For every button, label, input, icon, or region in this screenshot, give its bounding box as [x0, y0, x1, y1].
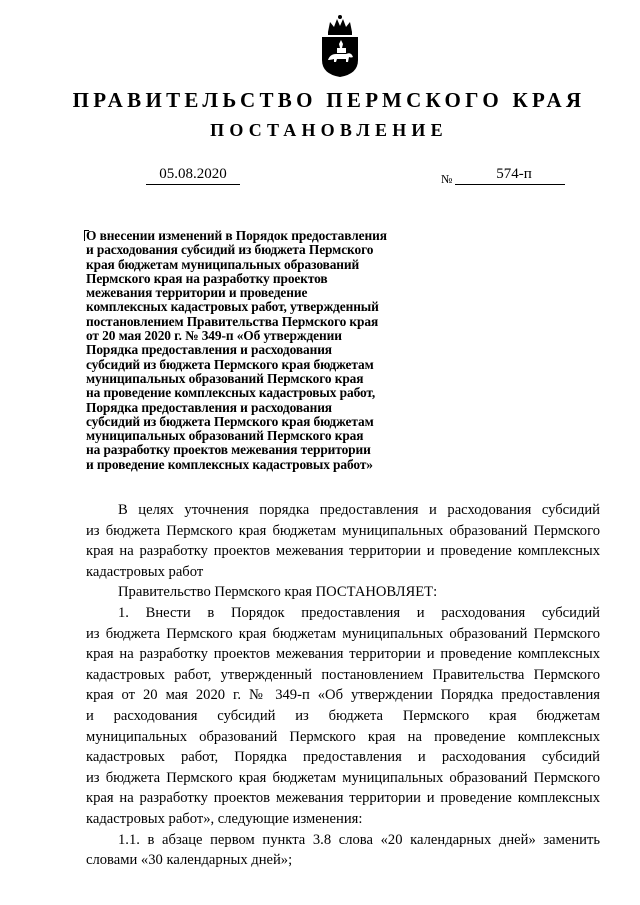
subject-line: субсидий из бюджета Пермского края бюджетам — [86, 356, 374, 372]
body-line: В целях уточнения порядка предоставления и расходования субсидий — [118, 502, 600, 518]
subject-line: Порядка предоставления и расходования — [86, 342, 332, 358]
document-type: ПОСТАНОВЛЕНИЕ — [210, 120, 448, 140]
body-line: кадастровых работ — [86, 563, 204, 580]
paragraph-preamble — [86, 500, 600, 582]
subject-line: от 20 мая 2020 г. № 349-п «Об утверждении — [86, 328, 342, 344]
body-line: 1. Внести в Порядок предоставления и расходования субсидий — [118, 604, 600, 621]
body-line: 1.1. в абзаце первом пункта 3.8 слова «20 календарных дней» заменить — [118, 831, 600, 848]
subject-line: постановлением Правительства Пермского края — [86, 313, 379, 329]
body-line: из бюджета Пермского края бюджетам муниципальных образований Пермского — [86, 769, 600, 786]
subject-line: и расходования субсидий из бюджета Пермского — [86, 242, 374, 258]
paragraph-item-1 — [86, 603, 600, 830]
document-subject — [86, 229, 446, 472]
subject-line: муниципальных образований Пермского края — [86, 370, 364, 386]
subject-line: края бюджетам муниципальных образований — [86, 256, 360, 272]
body-line: муниципальных образований Пермского края на проведение комплексных — [86, 728, 600, 745]
body-line: края на разработку проектов межевания территории и проведение комплексных — [86, 646, 600, 663]
body-line: из бюджета Пермского края бюджетам муниципальных образований Пермского — [86, 625, 600, 642]
document-number: 574-п — [455, 166, 565, 185]
subject-line: на разработку проектов межевания территории — [86, 442, 371, 458]
subject-line: муниципальных образований Пермского края — [86, 428, 364, 444]
body-line: и расходования субсидий из бюджета Пермского края бюджетам — [86, 707, 600, 724]
subject-line: на проведение комплексных кадастровых работ, — [86, 385, 376, 401]
document-body — [86, 500, 600, 871]
perm-krai-coat-of-arms-icon — [318, 14, 362, 78]
body-line: края на разработку проектов межевания территории и проведение комплексных — [86, 790, 600, 807]
body-line: края на разработку проектов межевания территории и проведение комплексных — [86, 543, 600, 560]
body-line: Правительство Пермского края ПОСТАНОВЛЯЕТ: — [118, 584, 438, 601]
subject-line: и проведение комплексных кадастровых работ» — [86, 456, 373, 472]
subject-line: Порядка предоставления и расходования — [86, 399, 332, 415]
document-date: 05.08.2020 — [146, 166, 240, 185]
body-line: словами «30 календарных дней»; — [86, 852, 293, 869]
subject-line: Пермского края на разработку проектов — [86, 270, 328, 286]
government-title: ПРАВИТЕЛЬСТВО ПЕРМСКОГО КРАЯ — [72, 88, 586, 112]
paragraph-resolves — [86, 582, 600, 603]
body-line: кадастровых работ, Порядка предоставления и расходования субсидий — [86, 749, 600, 766]
number-sign: № — [441, 172, 453, 186]
body-line: края от 20 мая 2020 г. № 349-п «Об утверждении Порядка предоставления — [86, 687, 600, 704]
body-line: кадастровых работ», следующие изменения: — [86, 810, 363, 827]
body-line: из бюджета Пермского края бюджетам муниципальных образований Пермского — [86, 522, 600, 539]
subject-line: комплексных кадастровых работ, утвержденный — [86, 299, 379, 315]
body-line: кадастровых работ, утвержденный постановлением Правительства Пермского — [86, 666, 600, 683]
paragraph-item-1-1 — [86, 830, 600, 871]
subject-line: О внесении изменений в Порядок предоставления — [86, 228, 387, 243]
subject-line: субсидий из бюджета Пермского края бюджетам — [86, 413, 374, 429]
subject-line: межевания территории и проведение — [86, 285, 308, 301]
